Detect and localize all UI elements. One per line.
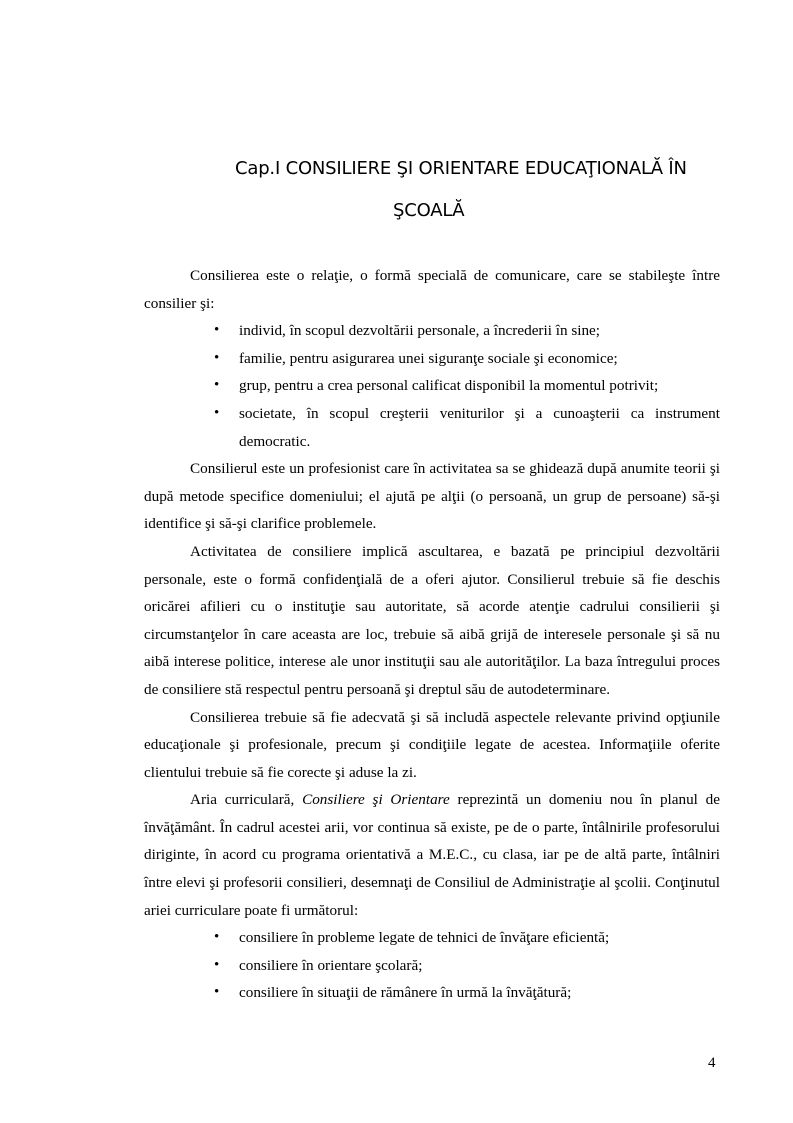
paragraph-5 <box>144 786 720 924</box>
list-item: • familie, pentru asigurarea unei siguranţe sociale şi economice; <box>239 345 720 373</box>
paragraph-5-italic: Consiliere şi Orientare <box>302 791 450 809</box>
bullet-list-2 <box>144 924 720 1007</box>
chapter-title-line1: Cap.I CONSILIERE ŞI ORIENTARE EDUCAŢIONALĂ ÎN <box>235 158 687 179</box>
list-item: • individ, în scopul dezvoltării personale, a încrederii în sine; <box>239 317 720 345</box>
paragraph-2: Consilierul este un profesionist care în activitatea sa se ghidează după anumite teorii şi după metode specifice domeniului; el ajută pe alţii (o persoană, un grup de persoane) să-şi identifice şi să-şi clarifice problemele. <box>144 460 720 533</box>
list-item: • grup, pentru a crea personal calificat disponibil la momentul potrivit; <box>239 372 720 400</box>
list-item: • consiliere în probleme legate de tehnici de învăţare eficientă; <box>239 924 720 952</box>
bullet-list-1 <box>144 317 720 455</box>
body-text <box>144 262 720 1007</box>
paragraph-1: Consilierea este o relaţie, o formă specială de comunicare, care se stabileşte între consilier şi: <box>144 267 720 312</box>
chapter-title-line2: ŞCOALĂ <box>393 200 465 221</box>
paragraph-4: Consilierea trebuie să fie adecvată şi să includă aspectele relevante privind opţiunile educaţionale şi profesionale, precum şi condiţiile legate de acestea. Informaţiile oferite clientului trebuie să fie corecte şi aduse la zi. <box>144 708 720 781</box>
paragraph-5-start: Aria curriculară, <box>190 791 303 809</box>
list-item: • consiliere în orientare şcolară; <box>239 952 720 980</box>
page-number: 4 <box>708 1055 716 1071</box>
paragraph-5-rest: reprezintă un domeniu nou în planul de învăţământ. În cadrul acestei arii, vor continua să existe, pe de o parte, întâlnirile profesorului diriginte, în acord cu programa orientativă a M.E.C., cu clasa, iar pe de altă parte, întâlniri între elevi şi profesorii consilieri, desemnaţi de Consiliul de Administraţie al şcolii. Conţinutul ariei curriculare poate fi următorul: <box>144 791 720 919</box>
paragraph-3: Activitatea de consiliere implică ascultarea, e bazată pe principiul dezvoltării personale, este o formă confidenţială de a oferi ajutor. Consilierul trebuie să fie deschis oricărei afilieri cu o instituţie sau autoritate, să acorde atenţie cadrului consilierii şi circumstanţelor în care aceasta are loc, trebuie să aibă grijă de interesele personale şi să nu aibă interese politice, interese ale unor instituţii sau ale autorităţilor. La baza întregului proces de consiliere stă respectul pentru persoană şi dreptul său de autodeterminare. <box>144 542 720 698</box>
list-item: • societate, în scopul creşterii veniturilor şi a cunoaşterii ca instrument democratic. <box>239 400 720 455</box>
list-item: • consiliere în situaţii de rămânere în urmă la învăţătură; <box>239 979 720 1007</box>
